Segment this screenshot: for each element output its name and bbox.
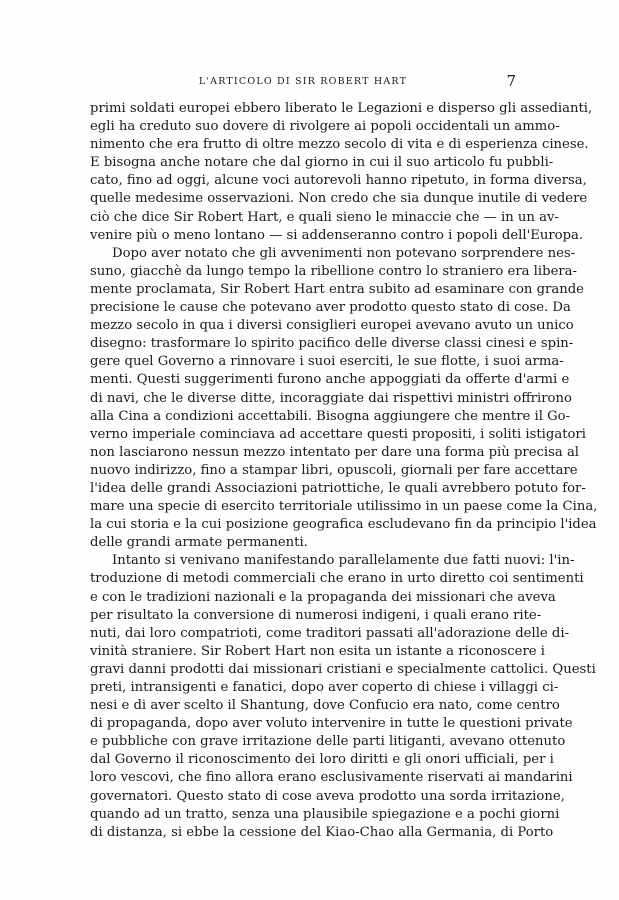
- text-line: menti. Questi suggerimenti furono anche appoggiati da offerte d'armi e: [90, 372, 570, 388]
- text-line: gravi danni prodotti dai missionari cristiani e specialmente cattolici. Questi: [90, 661, 596, 677]
- text-line: per risultato la conversione di numerosi indigeni, i quali erano rite-: [90, 607, 542, 623]
- text-line: E bisogna anche notare che dal giorno in cui il suo articolo fu pubbli-: [90, 155, 554, 171]
- text-line: delle grandi armate permanenti.: [90, 535, 308, 551]
- text-line: venire più o meno lontano — si addenseranno contro i popoli dell'Europa.: [90, 227, 584, 243]
- text-line: di propaganda, dopo aver voluto intervenire in tutte le questioni private: [90, 716, 573, 732]
- text-line: dal Governo il riconoscimento dei loro diritti e gli onori ufficiali, per i: [90, 752, 554, 768]
- text-line: nimento che era frutto di oltre mezzo secolo di vita e di esperienza cinese.: [90, 137, 589, 153]
- text-line: gere quel Governo a rinnovare i suoi eserciti, le sue flotte, i suoi arma-: [90, 354, 564, 370]
- text-line: egli ha creduto suo dovere di rivolgere ai popoli occidentali un ammo-: [90, 119, 560, 135]
- running-title: L'ARTICOLO DI SIR ROBERT HART: [198, 76, 408, 87]
- text-line: precisione le cause che potevano aver prodotto questo stato di cose. Da: [90, 300, 571, 316]
- page-number: 7: [506, 72, 516, 90]
- text-line: quelle medesime osservazioni. Non credo che sia dunque inutile di vedere: [90, 191, 588, 207]
- text-line: e pubbliche con grave irritazione delle parti litiganti, avevano ottenuto: [90, 734, 566, 750]
- text-line: nuovo indirizzo, fino a stampar libri, opuscoli, giornali per fare accettare: [90, 462, 578, 478]
- text-line: primi soldati europei ebbero liberato le Legazioni e disperso gli assedianti,: [90, 101, 593, 116]
- text-line: Dopo aver notato che gli avvenimenti non potevano sorprendere nes-: [112, 245, 576, 261]
- text-line: mare una specie di esercito territoriale utilissimo in un paese come la Cina,: [90, 499, 598, 515]
- body-text: [90, 100, 598, 842]
- text-line: loro vescovi, che fino allora erano esclusivamente riservati ai mandarini: [90, 770, 573, 786]
- text-line: mente proclamata, Sir Robert Hart entra subito ad esaminare con grande: [90, 281, 584, 297]
- text-line: non lasciarono nessun mezzo intentato per dare una forma più precisa al: [90, 444, 580, 460]
- text-line: disegno: trasformare lo spirito pacifico delle diverse classi cinesi e spin-: [90, 336, 574, 352]
- text-line: suno, giacchè da lungo tempo la ribellione contro lo straniero era libera-: [90, 263, 577, 279]
- text-line: Intanto si venivano manifestando parallelamente due fatti nuovi: l'in-: [112, 553, 575, 569]
- text-line: ciò che dice Sir Robert Hart, e quali sieno le minaccie che — in un av-: [90, 209, 559, 225]
- text-line: mezzo secolo in qua i diversi consiglieri europei avevano avuto un unico: [90, 318, 574, 334]
- text-line: governatori. Questo stato di cose aveva prodotto una sorda irritazione,: [90, 788, 565, 804]
- text-line: nuti, dai loro compatrioti, come traditori passati all'adorazione delle di-: [90, 625, 570, 641]
- text-line: quando ad un tratto, senza una plausibile spiegazione e a pochi giorni: [90, 806, 560, 822]
- text-line: la cui storia e la cui posizione geografica escludevano fin da principio l'idea: [90, 517, 597, 533]
- text-line: nesi e di aver scelto il Shantung, dove Confucio era nato, come centro: [90, 698, 560, 714]
- text-line: l'idea delle grandi Associazioni patriottiche, le quali avrebbero potuto for-: [90, 480, 586, 496]
- text-line: e con le tradizioni nazionali e la propaganda dei missionari che aveva: [90, 589, 556, 605]
- text-line: troduzione di metodi commerciali che erano in urto diretto coi sentimenti: [90, 571, 584, 587]
- running-header: [90, 72, 516, 92]
- text-line: di distanza, si ebbe la cessione del Kiao-Chao alla Germania, di Porto: [90, 824, 554, 840]
- text-line: verno imperiale cominciava ad accettare questi propositi, i soliti istigatori: [90, 426, 586, 442]
- paragraph: [90, 552, 596, 842]
- text-line: cato, fino ad oggi, alcune voci autorevoli hanno ripetuto, in forma diversa,: [90, 173, 587, 189]
- text-line: vinità straniere. Sir Robert Hart non esita un istante a riconoscere i: [90, 643, 545, 659]
- text-line: di navi, che le diverse ditte, incoraggiate dai rispettivi ministri offrirono: [90, 390, 572, 406]
- paragraph: [90, 100, 593, 245]
- paragraph: [90, 245, 598, 553]
- text-line: preti, intransigenti e fanatici, dopo aver coperto di chiese i villaggi ci-: [90, 680, 559, 695]
- text-line: alla Cina a condizioni accettabili. Bisogna aggiungere che mentre il Go-: [90, 408, 571, 424]
